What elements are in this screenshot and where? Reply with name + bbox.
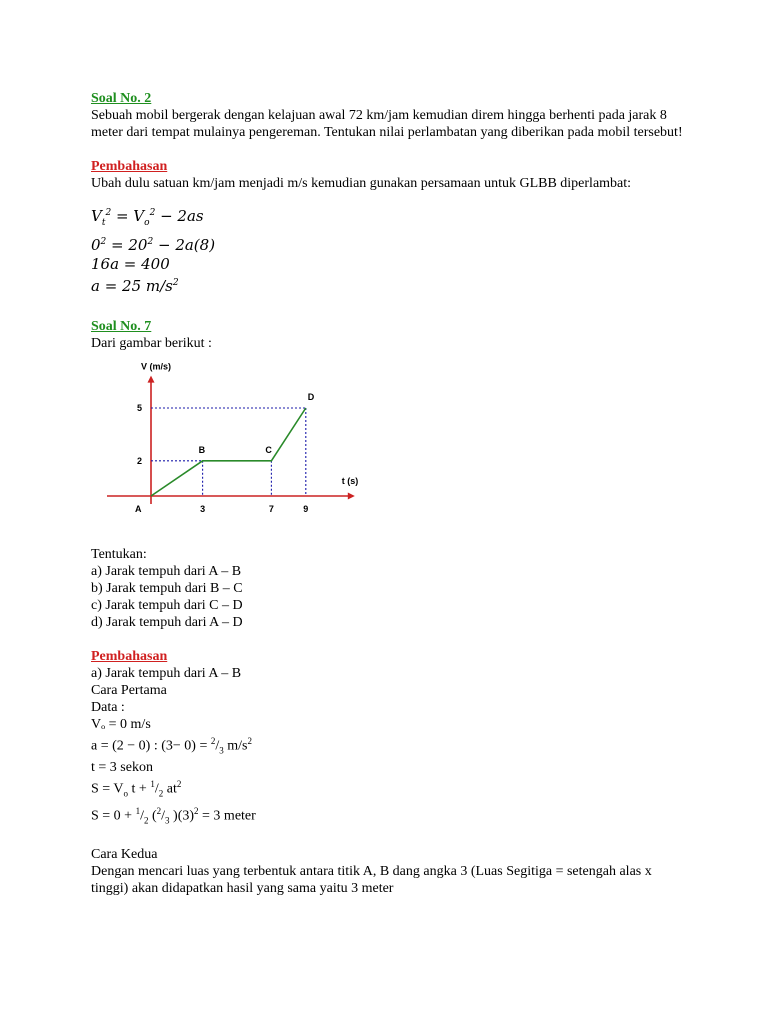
point-label-c: C — [265, 444, 272, 455]
x-axis-label: t (s) — [341, 476, 359, 486]
x-axis-arrow — [348, 493, 355, 500]
x-tick-label-9: 9 — [303, 504, 309, 514]
y-axis-label: V (m/s) — [141, 361, 172, 372]
data-label: Data : — [91, 700, 125, 715]
task-item-d: d) Jarak tempuh dari A – D — [91, 615, 243, 630]
soal2-heading: Soal No. 2 — [91, 91, 152, 106]
y-axis-arrow — [148, 376, 155, 383]
line-vo: Vₒ = 0 m/s — [91, 717, 151, 732]
task-item-b: b) Jarak tempuh dari B – C — [91, 581, 243, 596]
soal2-pembahasan-heading: Pembahasan — [91, 159, 168, 174]
equation-1: $V_t^2 = V_o^2 - 2as$ — [91, 207, 204, 228]
line-time: t = 3 sekon — [91, 760, 153, 776]
soal7-pembahasan-heading: Pembahasan — [91, 649, 168, 664]
document — [91, 90, 691, 897]
x-tick-label-7: 7 — [268, 504, 274, 514]
soal2-pembahasan-text: Ubah dulu satuan km/jam menjadi m/s kemudian gunakan persamaan untuk GLBB diperlambat: — [91, 176, 632, 191]
y-tick-label-5: 5 — [137, 403, 143, 413]
equation-2: $0^2 = 20^2 - 2a(8)$ — [91, 236, 216, 254]
x-tick-label-3: 3 — [200, 504, 206, 514]
soal7-heading: Soal No. 7 — [91, 319, 152, 334]
soal7-intro: Dari gambar berikut : — [91, 336, 212, 351]
point-label-a: A — [135, 504, 142, 514]
cara-kedua-text: Dengan mencari luas yang terbentuk antara titik A, B dang angka 3 (Luas Segitiga = setengah alas x tinggi) akan didapatkan hasil yang sama yaitu 3 meter — [91, 864, 652, 897]
cara-kedua-label: Cara Kedua — [91, 847, 158, 863]
line-s-result: $S = 0 + ^1/_2$ ($^2/_3$ )$(3)^2 = 3$ meter — [91, 805, 256, 826]
line-s-formula: $S = V_o$ $t + ^1/_2$ $at^2$ — [91, 779, 182, 799]
line-acceleration: a = (2 − 0) : $(3- 0) = ^2/_3$ $m/s^2$ — [91, 736, 252, 756]
velocity-time-graph — [103, 361, 363, 528]
point-label-d: D — [307, 392, 315, 402]
equation-block — [91, 204, 691, 296]
y-tick-label-2: 2 — [137, 455, 143, 466]
task-item-c: c) Jarak tempuh dari C – D — [91, 598, 243, 613]
velocity-series-line — [151, 408, 306, 496]
sub-a-title: a) Jarak tempuh dari A – B — [91, 666, 242, 681]
equation-4: a = 25 $m/s^2$ — [91, 277, 179, 295]
point-label-b: B — [198, 444, 206, 455]
cara-pertama-label: Cara Pertama — [91, 683, 167, 698]
tentukan-label: Tentukan: — [91, 547, 147, 562]
soal2-question: Sebuah mobil bergerak dengan kelajuan awal 72 km/jam kemudian direm hingga berhenti pada jarak 8 meter dari tempat mulainya pengereman. Tentukan nilai perlambatan yang diberikan pada mobil tersebut! — [91, 108, 683, 140]
equation-3: 16a = 400 — [91, 255, 170, 273]
task-item-a: a) Jarak tempuh dari A – B — [91, 564, 242, 579]
